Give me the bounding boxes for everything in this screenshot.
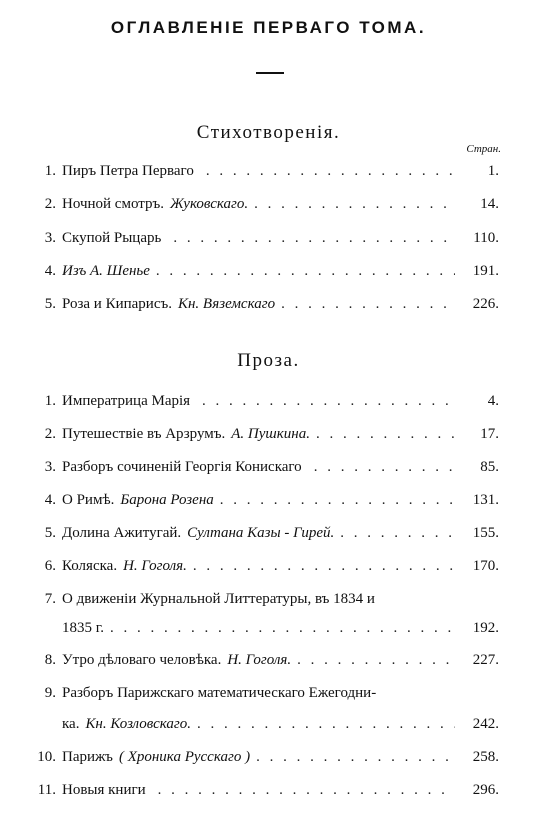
toc-entry[interactable] bbox=[0, 296, 537, 320]
title-divider bbox=[256, 72, 284, 74]
toc-entry[interactable] bbox=[0, 393, 537, 417]
entry-page: 14. bbox=[480, 196, 499, 212]
entry-title: ка. bbox=[62, 716, 80, 732]
entry-number: 1. bbox=[44, 163, 56, 179]
entry-author: Н. Гоголя. bbox=[123, 558, 187, 574]
entry-title: Роза и Кипарисъ. bbox=[62, 296, 172, 312]
entry-number: 7. bbox=[44, 591, 56, 607]
entry-number: 1. bbox=[44, 393, 56, 409]
entry-title: Парижъ bbox=[62, 749, 113, 765]
leader-dots bbox=[110, 620, 455, 637]
toc-entry[interactable] bbox=[0, 492, 537, 516]
entry-page: 226. bbox=[472, 296, 499, 312]
toc-entry[interactable] bbox=[0, 263, 537, 287]
entry-page: 4. bbox=[487, 393, 499, 409]
leader-dots bbox=[254, 196, 455, 213]
entry-number: 6. bbox=[44, 558, 56, 574]
toc-entry[interactable] bbox=[0, 426, 537, 450]
entry-page: 191. bbox=[472, 263, 499, 279]
toc-entry-continuation[interactable] bbox=[0, 620, 537, 644]
entry-title: Скупой Рыцарь bbox=[62, 230, 162, 246]
entry-page: 296. bbox=[472, 782, 499, 798]
entry-title: Разборъ сочиненiй Георгiя Конискаго bbox=[62, 459, 302, 475]
entry-title: Утро дѣловаго человѣка. bbox=[62, 652, 222, 668]
leader-dots bbox=[193, 558, 455, 575]
leader-dots bbox=[340, 525, 455, 542]
entry-number: 5. bbox=[44, 296, 56, 312]
entry-number: 5. bbox=[44, 525, 56, 541]
entry-author: Н. Гоголя. bbox=[227, 652, 292, 668]
entry-title: Коляска. bbox=[62, 558, 118, 574]
entry-page: 258. bbox=[472, 749, 499, 765]
toc-entry[interactable] bbox=[0, 591, 537, 615]
entry-title: Ночной смотръ. bbox=[62, 196, 164, 212]
entry-page: 155. bbox=[472, 525, 499, 541]
toc-entry[interactable] bbox=[0, 163, 537, 187]
entry-title: Долина Ажитугай. bbox=[62, 525, 182, 541]
entry-author: ( Хроника Русскаго ) bbox=[118, 749, 251, 765]
entry-page: 170. bbox=[472, 558, 499, 574]
entry-title: Новыя книги bbox=[62, 782, 146, 798]
leader-dots bbox=[197, 716, 455, 733]
entry-title: Путешествiе въ Арзрумъ. bbox=[62, 426, 226, 442]
entry-page: 1. bbox=[487, 163, 499, 179]
entry-page: 131. bbox=[472, 492, 499, 508]
leader-dots bbox=[156, 263, 455, 280]
entry-author: Барона Розена bbox=[120, 492, 214, 508]
toc-title: ОГЛАВЛЕНIЕ ПЕРВАГО ТОМА. bbox=[110, 18, 427, 37]
entry-author: А. Пушкина. bbox=[231, 426, 310, 442]
section-heading-prose: Проза. bbox=[237, 350, 300, 371]
leader-dots bbox=[281, 296, 455, 313]
entry-author: Жуковскаго. bbox=[170, 196, 249, 212]
leader-dots bbox=[173, 230, 455, 247]
toc-entry[interactable] bbox=[0, 459, 537, 483]
entry-number: 8. bbox=[44, 652, 56, 668]
entry-number: 3. bbox=[44, 230, 56, 246]
entry-number: 9. bbox=[44, 685, 56, 701]
toc-entry[interactable] bbox=[0, 749, 537, 773]
page-column-label: Стран. bbox=[466, 143, 501, 155]
toc-entry[interactable] bbox=[0, 558, 537, 582]
entry-number: 4. bbox=[44, 263, 56, 279]
entry-number: 2. bbox=[44, 426, 56, 442]
entry-number: 11. bbox=[37, 782, 56, 798]
entry-author: Кн. Козловскаго. bbox=[85, 716, 191, 732]
entry-title-line1: О движенiи Журнальной Литтературы, въ 1834 и bbox=[62, 591, 375, 607]
entry-title: Пиръ Петра Перваго bbox=[62, 163, 194, 179]
entry-page: 192. bbox=[472, 620, 499, 636]
toc-entry-continuation[interactable] bbox=[0, 716, 537, 740]
entry-title: О Римѣ. bbox=[62, 492, 115, 508]
entry-author: Кн. Вяземскаго bbox=[178, 296, 276, 312]
leader-dots bbox=[206, 163, 455, 180]
toc-entry[interactable] bbox=[0, 525, 537, 549]
entry-page: 85. bbox=[480, 459, 499, 475]
entry-number: 10. bbox=[37, 749, 56, 765]
leader-dots bbox=[220, 492, 455, 509]
toc-entry[interactable] bbox=[0, 230, 537, 254]
entry-number: 2. bbox=[44, 196, 56, 212]
entry-page: 227. bbox=[472, 652, 499, 668]
entry-number: 4. bbox=[44, 492, 56, 508]
leader-dots bbox=[316, 426, 455, 443]
entry-page: 17. bbox=[480, 426, 499, 442]
toc-entry[interactable] bbox=[0, 652, 537, 676]
toc-entry[interactable] bbox=[0, 782, 537, 806]
entry-page: 110. bbox=[473, 230, 499, 246]
leader-dots bbox=[202, 393, 455, 410]
leader-dots bbox=[297, 652, 455, 669]
entry-page: 242. bbox=[472, 716, 499, 732]
toc-entry[interactable] bbox=[0, 685, 537, 709]
entry-title-line1: Разборъ Парижскаго математическаго Ежегодни- bbox=[62, 685, 377, 701]
leader-dots bbox=[256, 749, 455, 766]
leader-dots bbox=[314, 459, 455, 476]
leader-dots bbox=[158, 782, 455, 799]
section-heading-poetry: Стихотворенiя. bbox=[196, 122, 341, 143]
toc-entry[interactable] bbox=[0, 196, 537, 220]
entry-title: Императрица Марiя bbox=[62, 393, 191, 409]
entry-author: Султана Казы - Гирей. bbox=[187, 525, 335, 541]
entry-title: 1835 г. bbox=[62, 620, 104, 636]
entry-author: Изъ А. Шенье bbox=[62, 263, 150, 279]
entry-number: 3. bbox=[44, 459, 56, 475]
